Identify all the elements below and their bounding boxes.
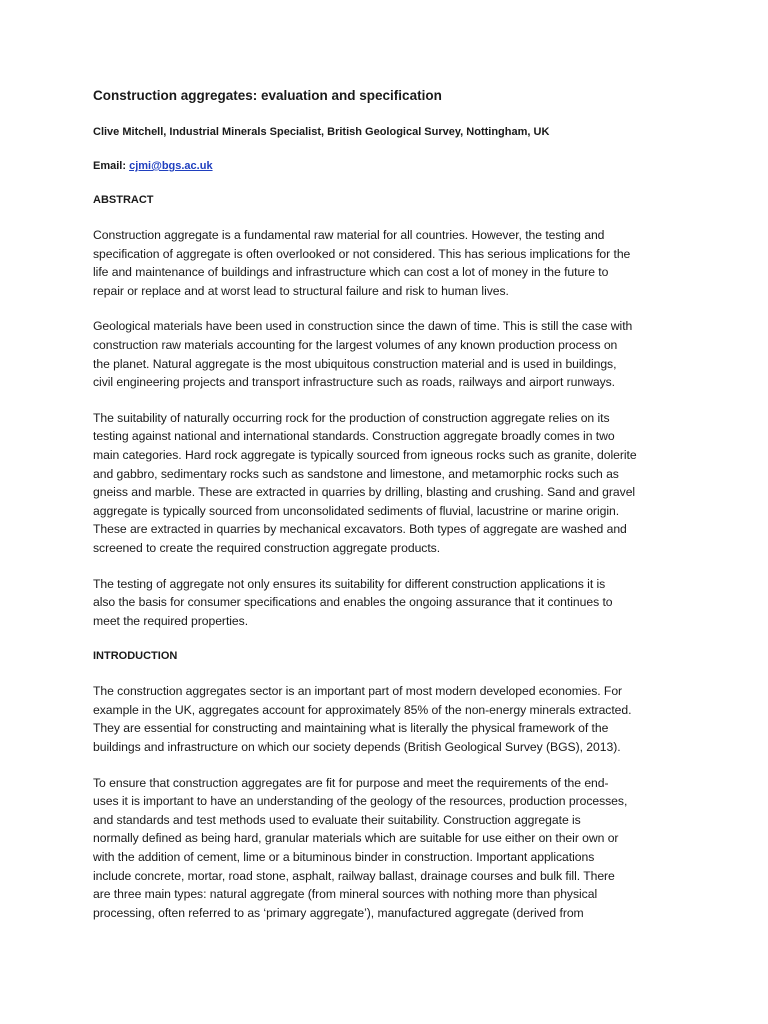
body-paragraph: [93, 317, 683, 391]
email-line: [93, 157, 683, 175]
body-paragraph: [93, 682, 683, 756]
paragraph-line: processing, often referred to as ‘primary aggregate’), manufactured aggregate (derived from: [93, 905, 584, 920]
paragraph-line: life and maintenance of buildings and infrastructure which can cost a lot of money in the future to: [93, 265, 609, 280]
abstract-body: [93, 226, 683, 630]
paragraph-line: gneiss and marble. These are extracted in quarries by drilling, blasting and crushing. Sand and gravel: [93, 485, 636, 500]
paragraph-line: example in the UK, aggregates account for approximately 85% of the non-energy minerals extracted.: [93, 702, 632, 717]
document-page: [93, 86, 683, 939]
paragraph-line: Geological materials have been used in construction since the dawn of time. This is still the case with: [93, 319, 633, 334]
paragraph-line: These are extracted in quarries by mechanical excavators. Both types of aggregate are washed and: [93, 522, 627, 537]
paragraph-line: the planet. Natural aggregate is the most ubiquitous construction material and is used in buildings,: [93, 356, 617, 371]
paragraph-line: also the basis for consumer specifications and enables the ongoing assurance that it continues to: [93, 595, 613, 610]
paragraph-line: The testing of aggregate not only ensures its suitability for different construction applications it is: [93, 576, 606, 591]
paragraph-line: construction raw materials accounting for the largest volumes of any known production process on: [93, 337, 618, 352]
introduction-heading: INTRODUCTION: [93, 650, 178, 663]
abstract-heading: ABSTRACT: [93, 194, 154, 206]
paragraph-line: civil engineering projects and transport infrastructure such as roads, railways and airport runways.: [93, 375, 616, 390]
paragraph-line: main categories. Hard rock aggregate is typically sourced from igneous rocks such as granite, dolerite: [93, 447, 637, 462]
author-line: Clive Mitchell, Industrial Minerals Specialist, British Geological Survey, Nottingham, UK: [93, 126, 550, 138]
paragraph-line: are three main types: natural aggregate (from mineral sources with nothing more than physical: [93, 887, 598, 902]
email-link[interactable]: cjmi@bgs.ac.uk: [129, 160, 213, 172]
body-paragraph: [93, 774, 683, 923]
paragraph-line: and standards and test methods used to evaluate their suitability. Construction aggregate is: [93, 812, 581, 827]
email-label: Email:: [93, 160, 130, 172]
introduction-body: [93, 682, 683, 922]
body-paragraph: [93, 575, 683, 631]
paragraph-line: To ensure that construction aggregates are fit for purpose and meet the requirements of the end-: [93, 775, 609, 790]
paragraph-line: The construction aggregates sector is an important part of most modern developed economies. For: [93, 684, 623, 699]
paragraph-line: buildings and infrastructure on which our society depends (British Geological Survey (BGS), 2013).: [93, 740, 621, 755]
paragraph-line: repair or replace and at worst lead to structural failure and risk to human lives.: [93, 283, 509, 298]
document-title: Construction aggregates: evaluation and specification: [93, 88, 442, 103]
paragraph-line: with the addition of cement, lime or a bituminous binder in construction. Important applications: [93, 850, 595, 865]
paragraph-line: testing against national and international standards. Construction aggregate broadly comes in two: [93, 429, 615, 444]
paragraph-line: aggregate is typically sourced from unconsolidated sediments of fluvial, lacustrine or marine origin.: [93, 503, 620, 518]
body-paragraph: [93, 226, 683, 300]
paragraph-line: screened to create the required construction aggregate products.: [93, 540, 441, 555]
paragraph-line: normally defined as being hard, granular materials which are suitable for use either on their own or: [93, 831, 619, 846]
body-paragraph: [93, 409, 683, 558]
paragraph-line: Construction aggregate is a fundamental raw material for all countries. However, the testing and: [93, 228, 605, 242]
paragraph-line: specification of aggregate is often overlooked or not considered. This has serious implications for the: [93, 246, 631, 261]
paragraph-line: uses it is important to have an understanding of the geology of the resources, production processes,: [93, 794, 628, 809]
paragraph-line: The suitability of naturally occurring rock for the production of construction aggregate relies on its: [93, 410, 610, 425]
paragraph-line: They are essential for constructing and maintaining what is literally the physical framework of the: [93, 721, 609, 736]
paragraph-line: include concrete, mortar, road stone, asphalt, railway ballast, drainage courses and bulk fill. There: [93, 868, 615, 883]
paragraph-line: and gabbro, sedimentary rocks such as sandstone and limestone, and metamorphic rocks such as: [93, 466, 619, 481]
paragraph-line: meet the required properties.: [93, 613, 249, 628]
